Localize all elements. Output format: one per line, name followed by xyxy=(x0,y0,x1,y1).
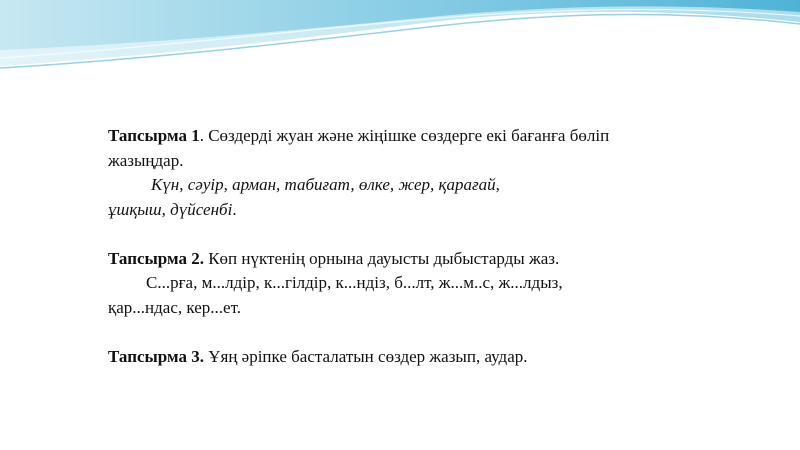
task-2-label: Тапсырма 2. xyxy=(108,248,204,268)
task-3-label: Тапсырма 3. xyxy=(108,346,204,366)
task-1-words-line2: ұшқыш, дүйсенбі xyxy=(108,199,233,219)
task-1-words-continuation xyxy=(108,198,628,223)
task-1-words-end: . xyxy=(232,199,237,219)
task-1-words-line xyxy=(108,173,628,198)
task-3-paragraph xyxy=(108,345,628,370)
paragraph-gap xyxy=(108,222,628,247)
task-2-instruction: Көп нүктенің орнына дауысты дыбыстарды жаз. xyxy=(203,248,560,268)
task-1-instruction: . Сөздерді жуан және жіңішке сөздерге екі бағанға бөліп жазыңдар. xyxy=(108,126,610,170)
header-wave-decoration xyxy=(0,0,800,90)
task-1-paragraph xyxy=(108,124,628,173)
task-2-words xyxy=(108,271,628,320)
task-3-instruction: Ұяң әріпке басталатын сөздер жазып, аудар. xyxy=(203,346,528,366)
task-2-paragraph xyxy=(108,247,628,272)
paragraph-gap xyxy=(108,320,628,345)
task-2-words-text: С...рға, м...лдір, к...гілдір, к...ндіз, б...лт, ж...м..с, ж...лдыз, қар...ндас, кер...ет. xyxy=(108,273,563,317)
task-text-block xyxy=(108,124,628,369)
task-1-words-line1: Күн, сәуір, арман, табиғат, өлке, жер, қарағай, xyxy=(151,175,500,194)
task-1-label: Тапсырма 1 xyxy=(108,126,200,145)
